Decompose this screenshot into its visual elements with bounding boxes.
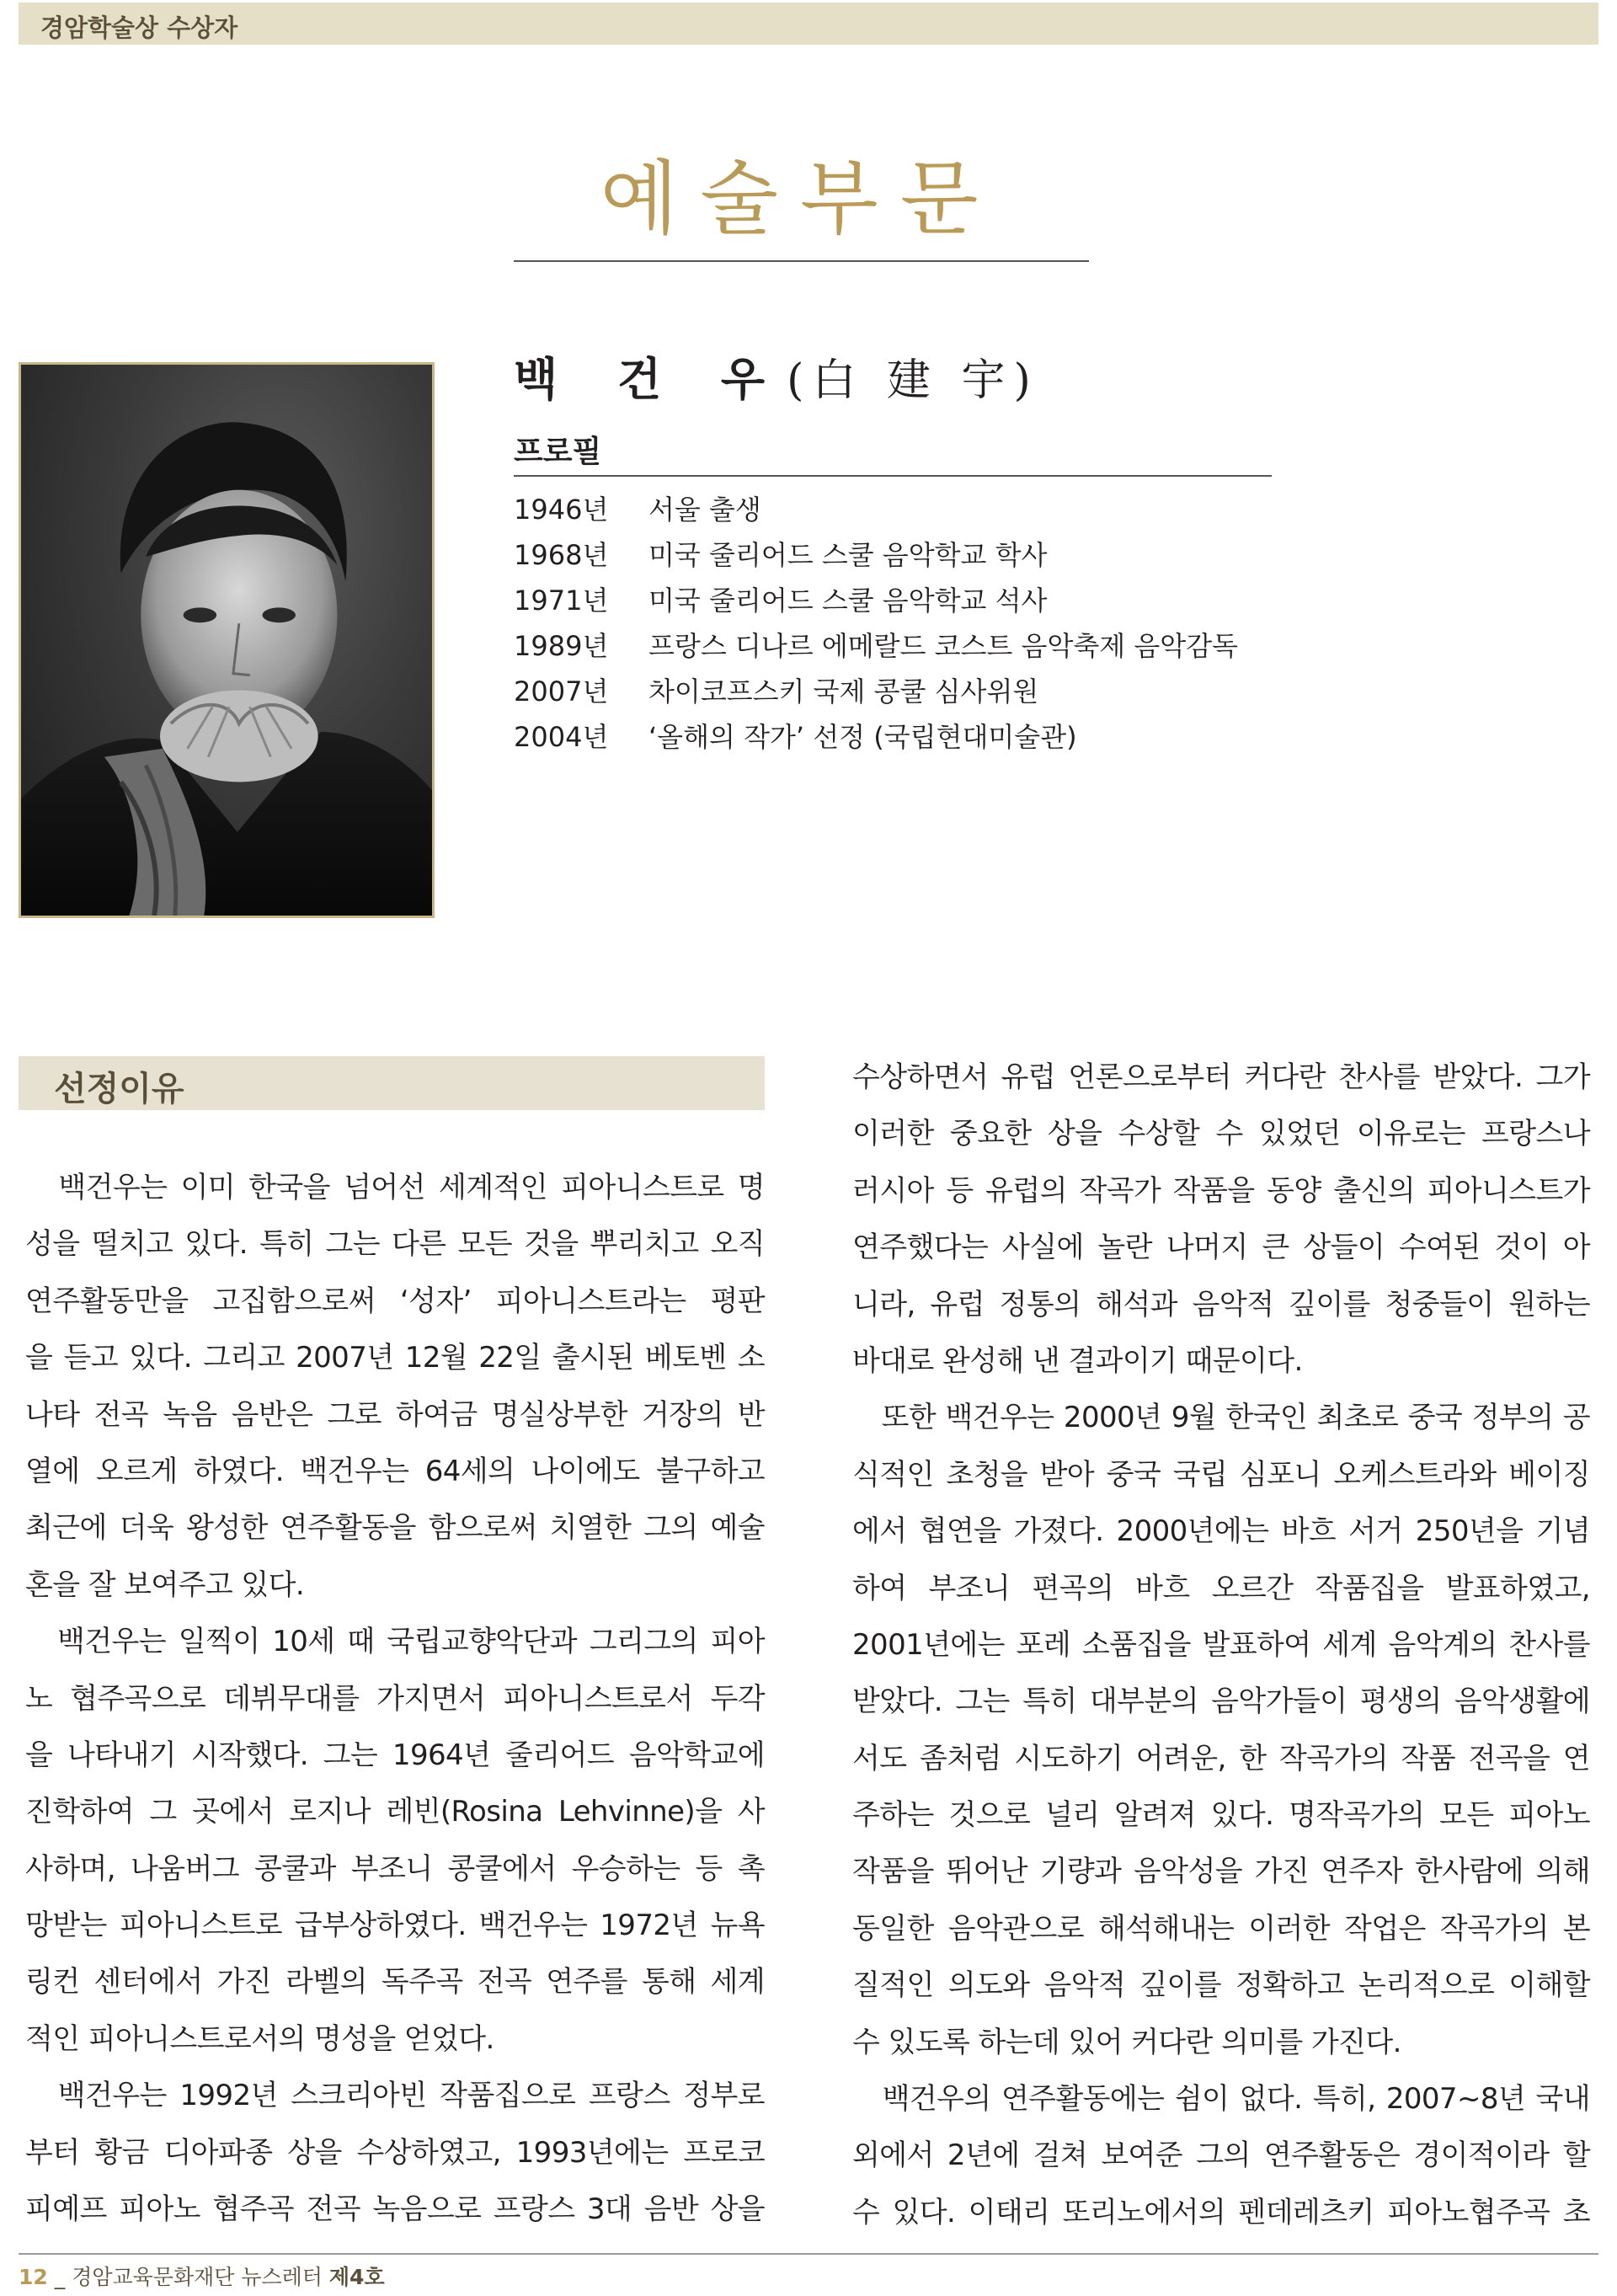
- profile-text: 미국 줄리어드 스쿨 음악학교 석사: [648, 585, 1048, 617]
- profile-item: [514, 714, 1238, 760]
- body-text-line: 받았다. 그는 특히 대부분의 음악가들이 평생의 음악생활에: [852, 1685, 1590, 1719]
- body-text-line: 나타 전곡 녹음 음반은 그로 하여금 명실상부한 거장의 반: [25, 1397, 765, 1432]
- profile-year: 1971년: [514, 585, 609, 617]
- body-text-line: 외에서 2년에 걸쳐 보여준 그의 연주활동은 경이적이라 할: [852, 2138, 1590, 2173]
- awardee-name-hanja: (白 建 宇): [787, 355, 1039, 406]
- body-column-left: [25, 1160, 765, 2238]
- body-text-line: 동일한 음악관으로 해석해내는 이러한 작업은 작곡가의 본: [852, 1911, 1590, 1946]
- body-text-line: 적인 피아니스트로서의 명성을 얻었다.: [25, 2021, 494, 2056]
- body-text-line: 수상하면서 유럽 언론으로부터 커다란 찬사를 받았다. 그가: [852, 1060, 1590, 1094]
- awardee-name: [514, 352, 1039, 408]
- footer-issue: 제4호: [328, 2265, 385, 2289]
- footer-separator: _: [47, 2265, 72, 2289]
- page-number: 12: [19, 2265, 48, 2289]
- body-text-line: 진학하여 그 곳에서 로지나 레빈(Rosina Lehvinne)을 사: [25, 1795, 765, 1829]
- title-divider: [514, 260, 1089, 262]
- footer: [19, 2261, 385, 2291]
- profile-text: 서울 출생: [648, 494, 761, 526]
- body-text-line: 노 협주곡으로 데뷔무대를 가지면서 피아니스트로서 두각: [25, 1681, 765, 1716]
- profile-list: [514, 487, 1238, 760]
- body-text-line: 하여 부조니 편곡의 바흐 오르간 작품집을 발표하였고,: [852, 1571, 1590, 1605]
- body-text-line: 피예프 피아노 협주곡 전곡 녹음으로 프랑스 3대 음반 상을: [25, 2192, 765, 2227]
- body-text-line: 주하는 것으로 널리 알려져 있다. 명작곡가의 모든 피아노: [852, 1798, 1590, 1833]
- section-title: 예술부문: [600, 152, 1001, 246]
- awardee-name-korean: 백 건 우: [514, 353, 787, 406]
- body-text-line: 백건우는 이미 한국을 넘어선 세계적인 피아니스트로 명: [25, 1171, 765, 1204]
- profile-text: 프랑스 디나르 에메랄드 코스트 음악축제 음악감독: [648, 630, 1239, 662]
- body-text-line: 서도 좀처럼 시도하기 어려운, 한 작곡가의 작품 전곡을 연: [852, 1741, 1590, 1775]
- body-text-line: 또한 백건우는 2000년 9월 한국인 최초로 중국 정부의 공: [852, 1401, 1590, 1435]
- profile-text: ‘올해의 작가’ 선정 (국립현대미술관): [648, 721, 1077, 753]
- profile-item: [514, 623, 1238, 669]
- portrait-photo: [19, 362, 435, 918]
- body-text-line: 작품을 뛰어난 기량과 음악성을 가진 연주자 한사람에 의해: [852, 1855, 1590, 1889]
- body-text-line: 식적인 초청을 받아 중국 국립 심포니 오케스트라와 베이징: [852, 1457, 1590, 1492]
- profile-text: 차이코프스키 국제 콩쿨 심사위원: [648, 675, 1039, 707]
- body-text-line: 열에 오르게 하였다. 백건우는 64세의 나이에도 불구하고: [25, 1454, 765, 1488]
- body-text-line: 을 나타내기 시작했다. 그는 1964년 줄리어드 음악학교에: [25, 1738, 765, 1772]
- body-text-line: 망받는 피아니스트로 급부상하였다. 백건우는 1972년 뉴욕: [25, 1909, 765, 1943]
- portrait-illustration: [21, 365, 432, 916]
- reason-heading-bar: [19, 1056, 765, 1110]
- profile-item: [514, 532, 1238, 578]
- footer-divider: [19, 2253, 1598, 2255]
- profile-year: 1946년: [514, 494, 609, 526]
- body-text-line: 2001년에는 포레 소품집을 발표하여 세계 음악계의 찬사를: [852, 1627, 1590, 1662]
- profile-heading: 프로필: [514, 435, 602, 469]
- body-text-line: 백건우는 일찍이 10세 때 국립교향악단과 그리그의 피아: [25, 1625, 765, 1659]
- body-column-right: [852, 1049, 1590, 2241]
- profile-item: [514, 487, 1238, 532]
- profile-year: 2007년: [514, 675, 609, 707]
- header-label: 경암학술상 수상자: [40, 13, 238, 42]
- profile-item: [514, 669, 1238, 714]
- body-text-line: 링컨 센터에서 가진 라벨의 독주곡 전곡 연주를 통해 세계: [25, 1965, 765, 2000]
- body-text-line: 연주활동만을 고집함으로써 ‘성자’ 피아니스트라는 평판: [25, 1284, 765, 1318]
- body-text-line: 부터 황금 디아파종 상을 수상하였고, 1993년에는 프로코: [25, 2135, 765, 2170]
- body-text-line: 니라, 유럽 정통의 해석과 음악적 깊이를 청중들이 원하는: [852, 1287, 1590, 1322]
- body-text-line: 바대로 완성해 낸 결과이기 때문이다.: [852, 1343, 1303, 1378]
- body-text-line: 최근에 더욱 왕성한 연주활동을 함으로써 치열한 그의 예술: [25, 1511, 765, 1546]
- profile-year: 1968년: [514, 539, 609, 571]
- body-text-line: 백건우의 연주활동에는 쉼이 없다. 특히, 2007~8년 국내: [852, 2082, 1590, 2117]
- profile-divider: [514, 475, 1272, 477]
- header-bar: [19, 3, 1598, 45]
- reason-heading: 선정이유: [54, 1070, 184, 1108]
- body-text-line: 백건우는 1992년 스크리아빈 작품집으로 프랑스 정부로: [25, 2079, 765, 2113]
- body-text-line: 질적인 의도와 음악적 깊이를 정확하고 논리적으로 이해할: [852, 1968, 1590, 2003]
- body-text-line: 수 있도록 하는데 있어 커다란 의미를 가진다.: [852, 2025, 1401, 2059]
- profile-year: 2004년: [514, 721, 609, 753]
- body-text-line: 이러한 중요한 상을 수상할 수 있었던 이유로는 프랑스나: [852, 1117, 1590, 1151]
- profile-item: [514, 578, 1238, 623]
- body-text-line: 혼을 잘 보여주고 있다.: [25, 1567, 305, 1602]
- body-text-line: 을 듣고 있다. 그리고 2007년 12월 22일 출시된 베토벤 소: [25, 1341, 765, 1375]
- body-text-line: 연주했다는 사실에 놀란 나머지 큰 상들이 수여된 것이 아: [852, 1231, 1590, 1265]
- profile-year: 1989년: [514, 630, 609, 662]
- footer-publication: 경암교육문화재단 뉴스레터: [72, 2265, 329, 2289]
- body-text-line: 수 있다. 이태리 또리노에서의 펜데레츠키 피아노협주곡 초: [852, 2195, 1590, 2229]
- body-text-line: 사하며, 나움버그 콩쿨과 부조니 콩쿨에서 우승하는 등 촉: [25, 1851, 765, 1886]
- body-text-line: 성을 떨치고 있다. 특히 그는 다른 모든 것을 뿌리치고 오직: [25, 1227, 765, 1262]
- body-text-line: 에서 협연을 가졌다. 2000년에는 바흐 서거 250년을 기념: [852, 1514, 1590, 1549]
- body-text-line: 러시아 등 유럽의 작곡가 작품을 동양 출신의 피아니스트가: [852, 1173, 1590, 1208]
- profile-text: 미국 줄리어드 스쿨 음악학교 학사: [648, 539, 1048, 571]
